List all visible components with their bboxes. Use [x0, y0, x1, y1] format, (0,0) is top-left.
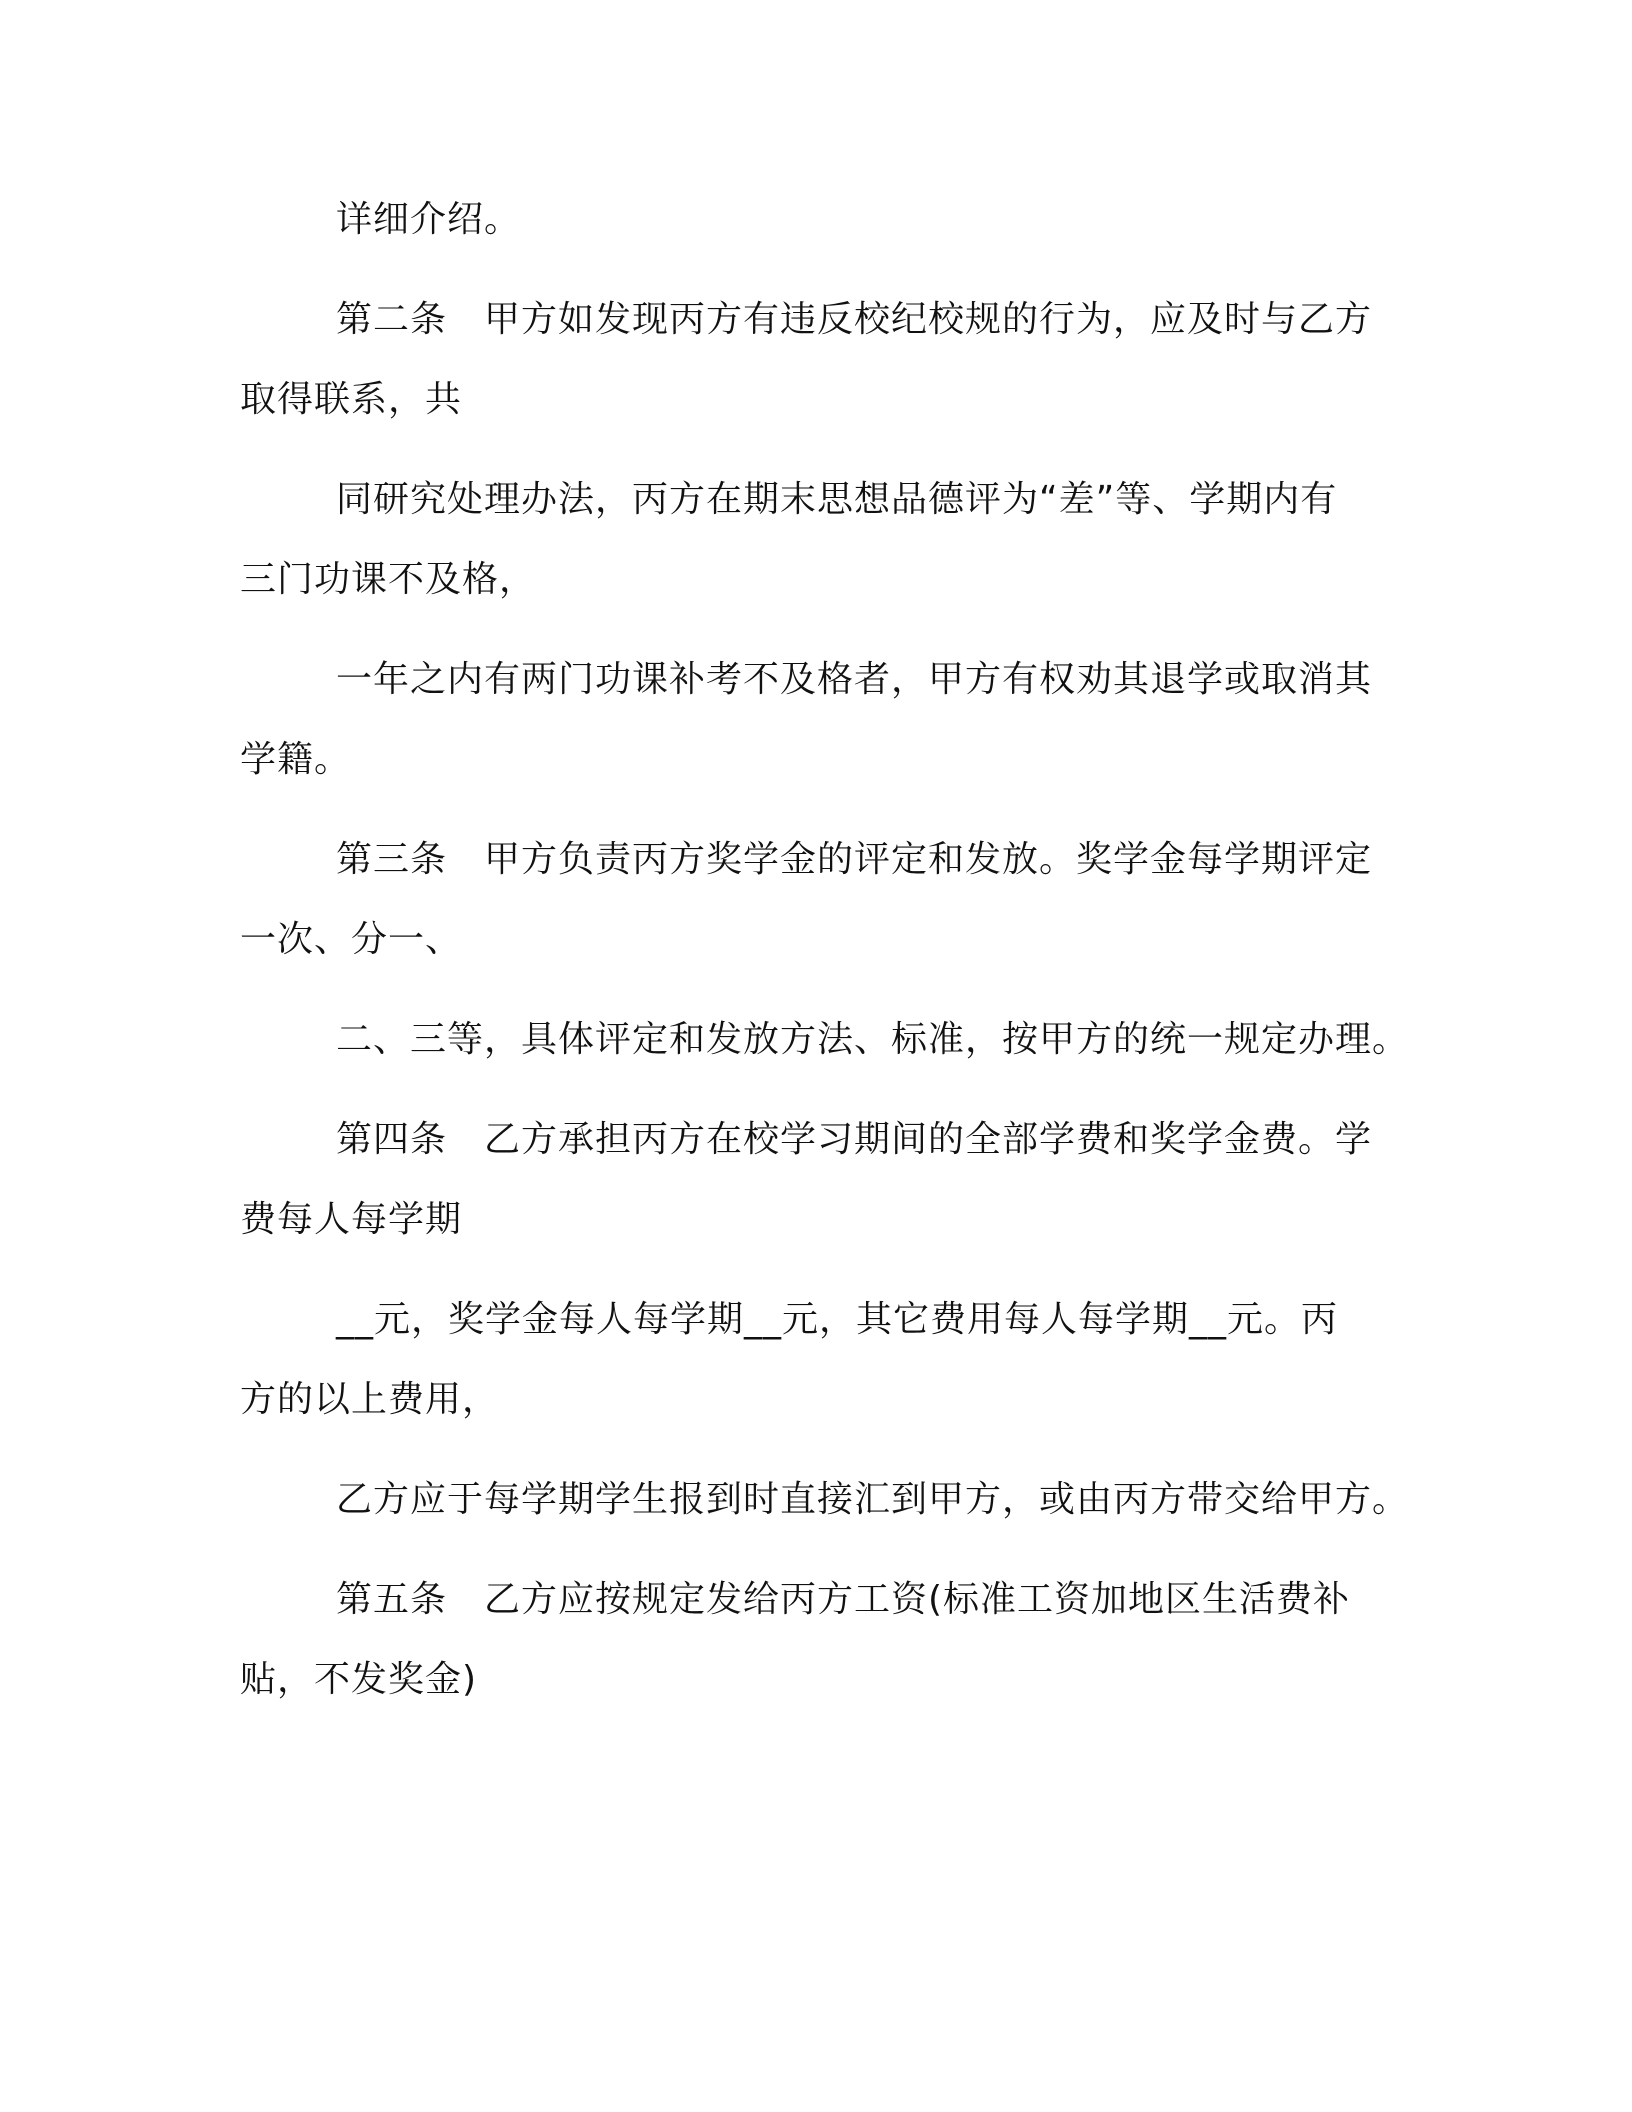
paragraph-8 [240, 1280, 1400, 1440]
paragraph-line: 第二条 甲方如发现丙方有违反校纪校规的行为，应及时与乙方 [336, 299, 1373, 340]
paragraph-article-5 [240, 1560, 1400, 1720]
paragraph-line: 同研究处理办法，丙方在期末思想品德评为“差”等、学期内有 [336, 479, 1338, 520]
paragraph-line: 一年之内有两门功课补考不及格者，甲方有权劝其退学或取消其 [336, 659, 1373, 700]
paragraph-line: 学籍。 [240, 739, 352, 780]
paragraph-line: 贴，不发奖金) [240, 1659, 478, 1700]
paragraph-line: 二、三等，具体评定和发放方法、标准，按甲方的统一规定办理。 [336, 1019, 1410, 1060]
paragraph-line: 第四条 乙方承担丙方在校学习期间的全部学费和奖学金费。学 [336, 1119, 1373, 1160]
paragraph-line: 三门功课不及格， [240, 559, 537, 600]
paragraph-article-2 [240, 280, 1400, 440]
paragraph-line: 第三条 甲方负责丙方奖学金的评定和发放。奖学金每学期评定 [336, 839, 1373, 880]
paragraph-1 [240, 180, 1400, 260]
paragraph-line: 第五条 乙方应按规定发给丙方工资(标准工资加地区生活费补 [336, 1579, 1351, 1620]
paragraph-line: 一次、分一、 [240, 919, 463, 960]
paragraph-article-3 [240, 820, 1400, 980]
paragraph-3 [240, 460, 1400, 620]
paragraph-line: 详细介绍。 [336, 199, 522, 240]
paragraph-9 [240, 1460, 1410, 1540]
paragraph-6 [240, 1000, 1410, 1080]
paragraph-line: __元，奖学金每人每学期__元，其它费用每人每学期__元。丙 [336, 1299, 1339, 1340]
paragraph-line: 费每人每学期 [240, 1199, 463, 1240]
paragraph-line: 乙方应于每学期学生报到时直接汇到甲方，或由丙方带交给甲方。 [336, 1479, 1410, 1520]
paragraph-line: 取得联系，共 [240, 379, 463, 420]
paragraph-line: 方的以上费用， [240, 1379, 500, 1420]
paragraph-4 [240, 640, 1400, 800]
paragraph-article-4 [240, 1100, 1400, 1260]
